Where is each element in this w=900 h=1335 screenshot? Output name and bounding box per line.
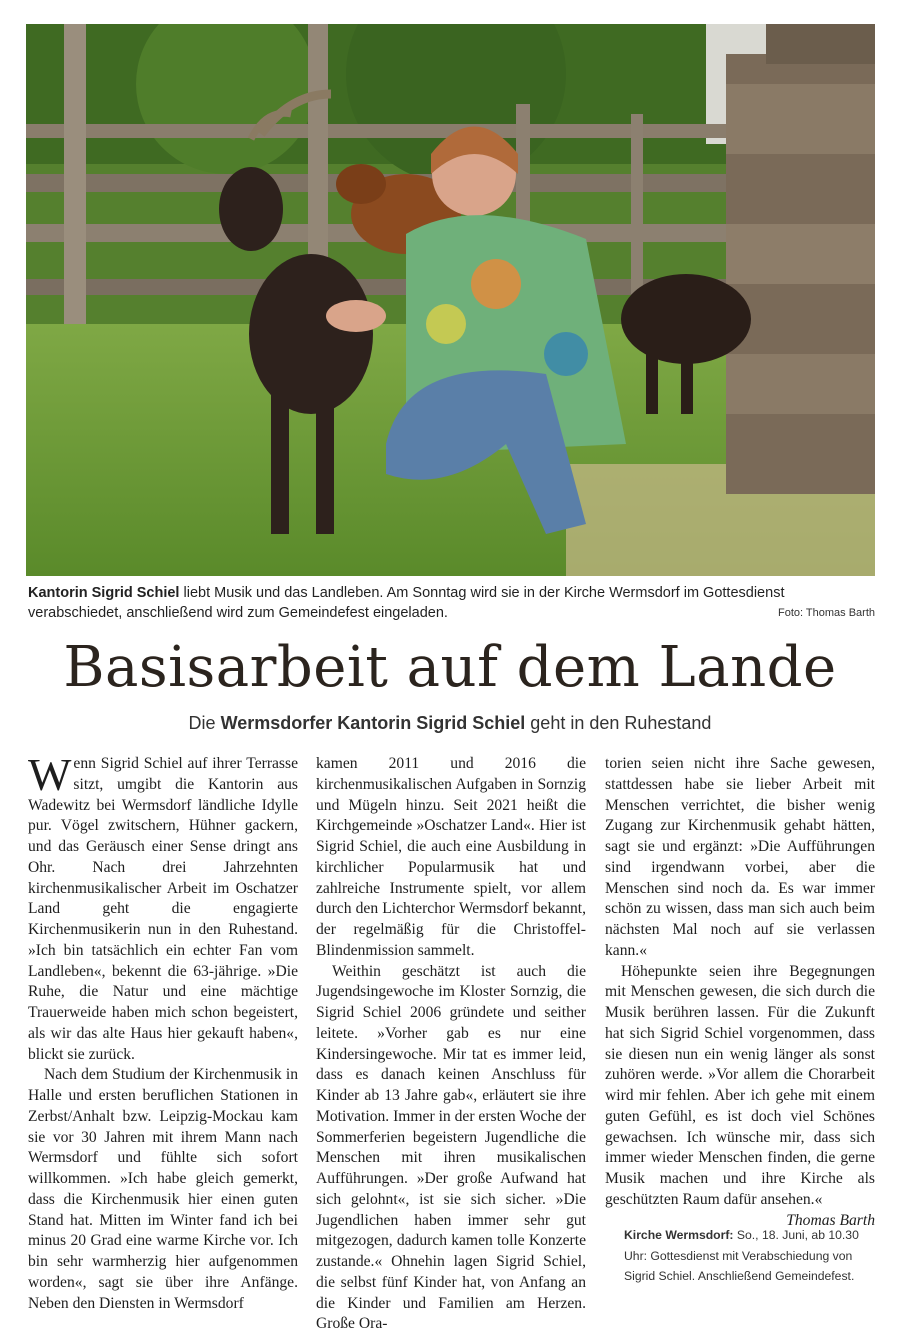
subhead-bold: Wermsdorfer Kantorin Sigrid Schiel [221,713,526,733]
drop-cap: W [28,757,71,793]
caption-text: liebt Musik und das Landleben. Am Sonntag wird sie in der Kirche Wermsdorf im Gottesdienst verabschiedet, anschließend wird zum Gemeindefest eingeladen. [28,585,784,621]
article-column-1 [28,754,298,1314]
subheadline [0,713,900,734]
infobox-label: Kirche Wermsdorf: [624,1228,734,1242]
subhead-pre: Die [189,713,221,733]
paragraph: kamen 2011 und 2016 die kirchenmusikalischen Aufgaben in Sornzig und Mügeln hinzu. Seit 2021 heißt die Kirchgemeinde »Oschatzer Land«. Hier ist Sigrid Schiel, die auch eine Ausbildung in kirchlicher Popularmusik hat und zahlreiche Instrumente spielt, vor allem durch den Lichterchor Wermsdorf bekannt, der regelmäßig für die Christoffel-Blindenmission sammelt. [316,754,586,962]
event-infobox [624,1225,879,1287]
photo-credit: Foto: Thomas Barth [778,607,875,619]
paragraph-text: enn Sigrid Schiel auf ihrer Terrasse sitzt, umgibt die Kantorin aus Wadewitz bei Wermsdorf ländliche Idylle pur. Vögel zwitschern, Hühner gackern, und das Geräusch einer Sense dringt ans Ohr. Nach drei Jahrzehnten kirchenmusikalischer Arbeit im Oschatzer Land geht die engagierte Kirchenmusikerin nun in den Ruhestand. »Ich bin tatsächlich ein echter Fan vom Landleben«, bekennt die 63-jährige. »Die Ruhe, die Natur und eine mächtige Trauerweide haben mich schon begeistert, als wir das alte Haus hier gekauft haben«, blickt sie zurück. [28,755,298,1063]
headline: Basisarbeit auf dem Lande [0,632,900,704]
goat-photo-icon [26,24,875,576]
paragraph [28,754,298,1065]
paragraph: Weithin geschätzt ist auch die Jugendsingewoche im Kloster Sornzig, die Sigrid Schiel 2006 gründete und seither leitete. »Vorher gab es nur eine Kindersingewoche. Mir tat es immer leid, dass es danach keinen Anschluss für Kinder ab 13 Jahre gab«, erläutert sie ihre Motivation. Immer in der ersten Woche der Sommerferien begeistern Jugendliche die Menschen mit ihren musikalischen Aufführungen. »Der große Aufwand hat sich gelohnt«, ist sie sich sicher. »Die Jugendlichen haben immer sehr gut mitgezogen, dadurch kamen tolle Konzerte zustande.« Ohnehin lagen Sigrid Schiel, die selbst fünf Kinder hat, von Anfang an die Kinder und Familien am Herzen. Große Ora- [316,962,586,1335]
article-column-2 [316,754,586,1335]
infobox-text: So., 18. Juni, ab 10.30 Uhr: Gottesdienst mit Verabschiedung von Sigrid Schiel. Anschließend Gemeindefest. [624,1228,859,1283]
subhead-post: geht in den Ruhestand [525,713,711,733]
caption-name: Kantorin Sigrid Schiel [28,585,179,601]
article-photo [26,24,875,576]
photo-caption [28,583,876,623]
paragraph: Höhepunkte seien ihre Begegnungen mit Menschen gewesen, die sich durch die Musik berühren lassen. Für die Zukunft hat sich Sigrid Schiel vorgenommen, dass sie diesen nun ein wenig länger als sonst zuhören werde. »Vor allem die Chorarbeit wird mir fehlen. Aber ich gehe mit einem guten Gefühl, es ist doch viel Schönes gewachsen. Ich wünsche mir, dass sich immer wieder Menschen finden, die gerne Musik machen und ihre Kirche als geschützten Raum dafür ansehen.« [605,962,875,1211]
paragraph: Nach dem Studium der Kirchenmusik in Halle und ersten beruflichen Stationen in Zerbst/Anhalt bzw. Leipzig-Mockau kam sie vor 30 Jahren mit ihrem Mann nach Wermsdorf und fühlte sich sofort willkommen. »Ich habe gleich gemerkt, dass die Kirchenmusik hier einen guten Stand hat. Mitten im Winter fand ich bei minus 20 Grad eine warme Kirche vor. Ich bin sehr warmherzig hier aufgenommen worden«, sagt sie über ihre Anfänge. Neben den Diensten in Wermsdorf [28,1065,298,1314]
paragraph: torien seien nicht ihre Sache gewesen, stattdessen habe sie lieber Arbeit mit Menschen verrichtet, die bisher wenig Zugang zur Kirchenmusik gehabt hätten, sagt sie und ergänzt: »Die Aufführungen sind irgendwann vorbei, aber die Menschen sind noch da. Es war immer schön zu wissen, dass man sich auch beim nächsten Mal noch auf sie verlassen kann.« [605,754,875,962]
author-byline: Thomas Barth [605,1211,875,1232]
article-column-3 [605,754,875,1231]
